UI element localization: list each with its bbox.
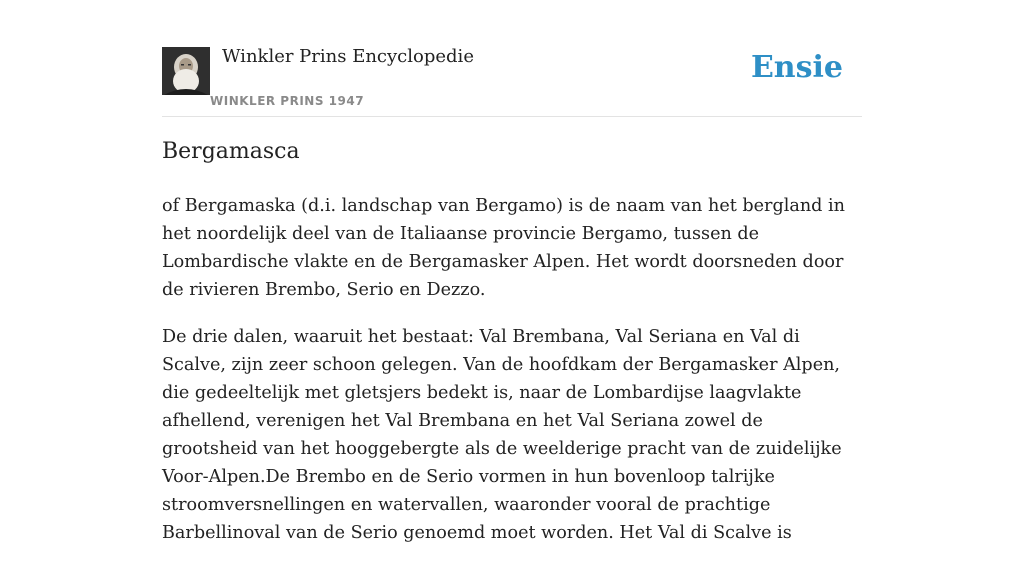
site-logo[interactable]: Ensie xyxy=(750,50,843,85)
article-paragraph: De drie dalen, waaruit het bestaat: Val Brembana, Val Seriana en Val di Scalve, zijn zeer schoon gelegen. Van de hoofdkam der Bergamasker Alpen, die gedeeltelijk met gletsjers bedekt is, naar de Lombardijse laagvlakte afhellend, verenigen het Val Brembana en het Val Seriana zowel de grootsheid van het hooggebergte als de weelderige pracht van de zuidelijke Voor-Alpen.De Brembo en de Serio vormen in hun bovenloop talrijke stroomversnellingen en watervallen, waaronder vooral de prachtige Barbellinoval van de Serio genoemd moet worden. Het Val di Scalve is xyxy=(162,327,842,543)
content-container xyxy=(162,0,862,543)
source-subtitle[interactable]: WINKLER PRINS 1947 xyxy=(210,94,365,108)
header xyxy=(162,0,862,117)
avatar[interactable] xyxy=(162,47,210,95)
article-body xyxy=(162,192,862,566)
article-title: Bergamasca xyxy=(162,139,300,164)
article-paragraph: of Bergamaska (d.i. landschap van Bergamo) is de naam van het bergland in het noordelijk deel van de Italiaanse provincie Bergamo, tussen de Lombardische vlakte en de Bergamasker Alpen. Het wordt doorsneden door de rivieren Brembo, Serio en Dezzo. xyxy=(162,196,845,300)
portrait-avatar-icon xyxy=(162,47,210,95)
source-title[interactable]: Winkler Prins Encyclopedie xyxy=(222,46,474,67)
